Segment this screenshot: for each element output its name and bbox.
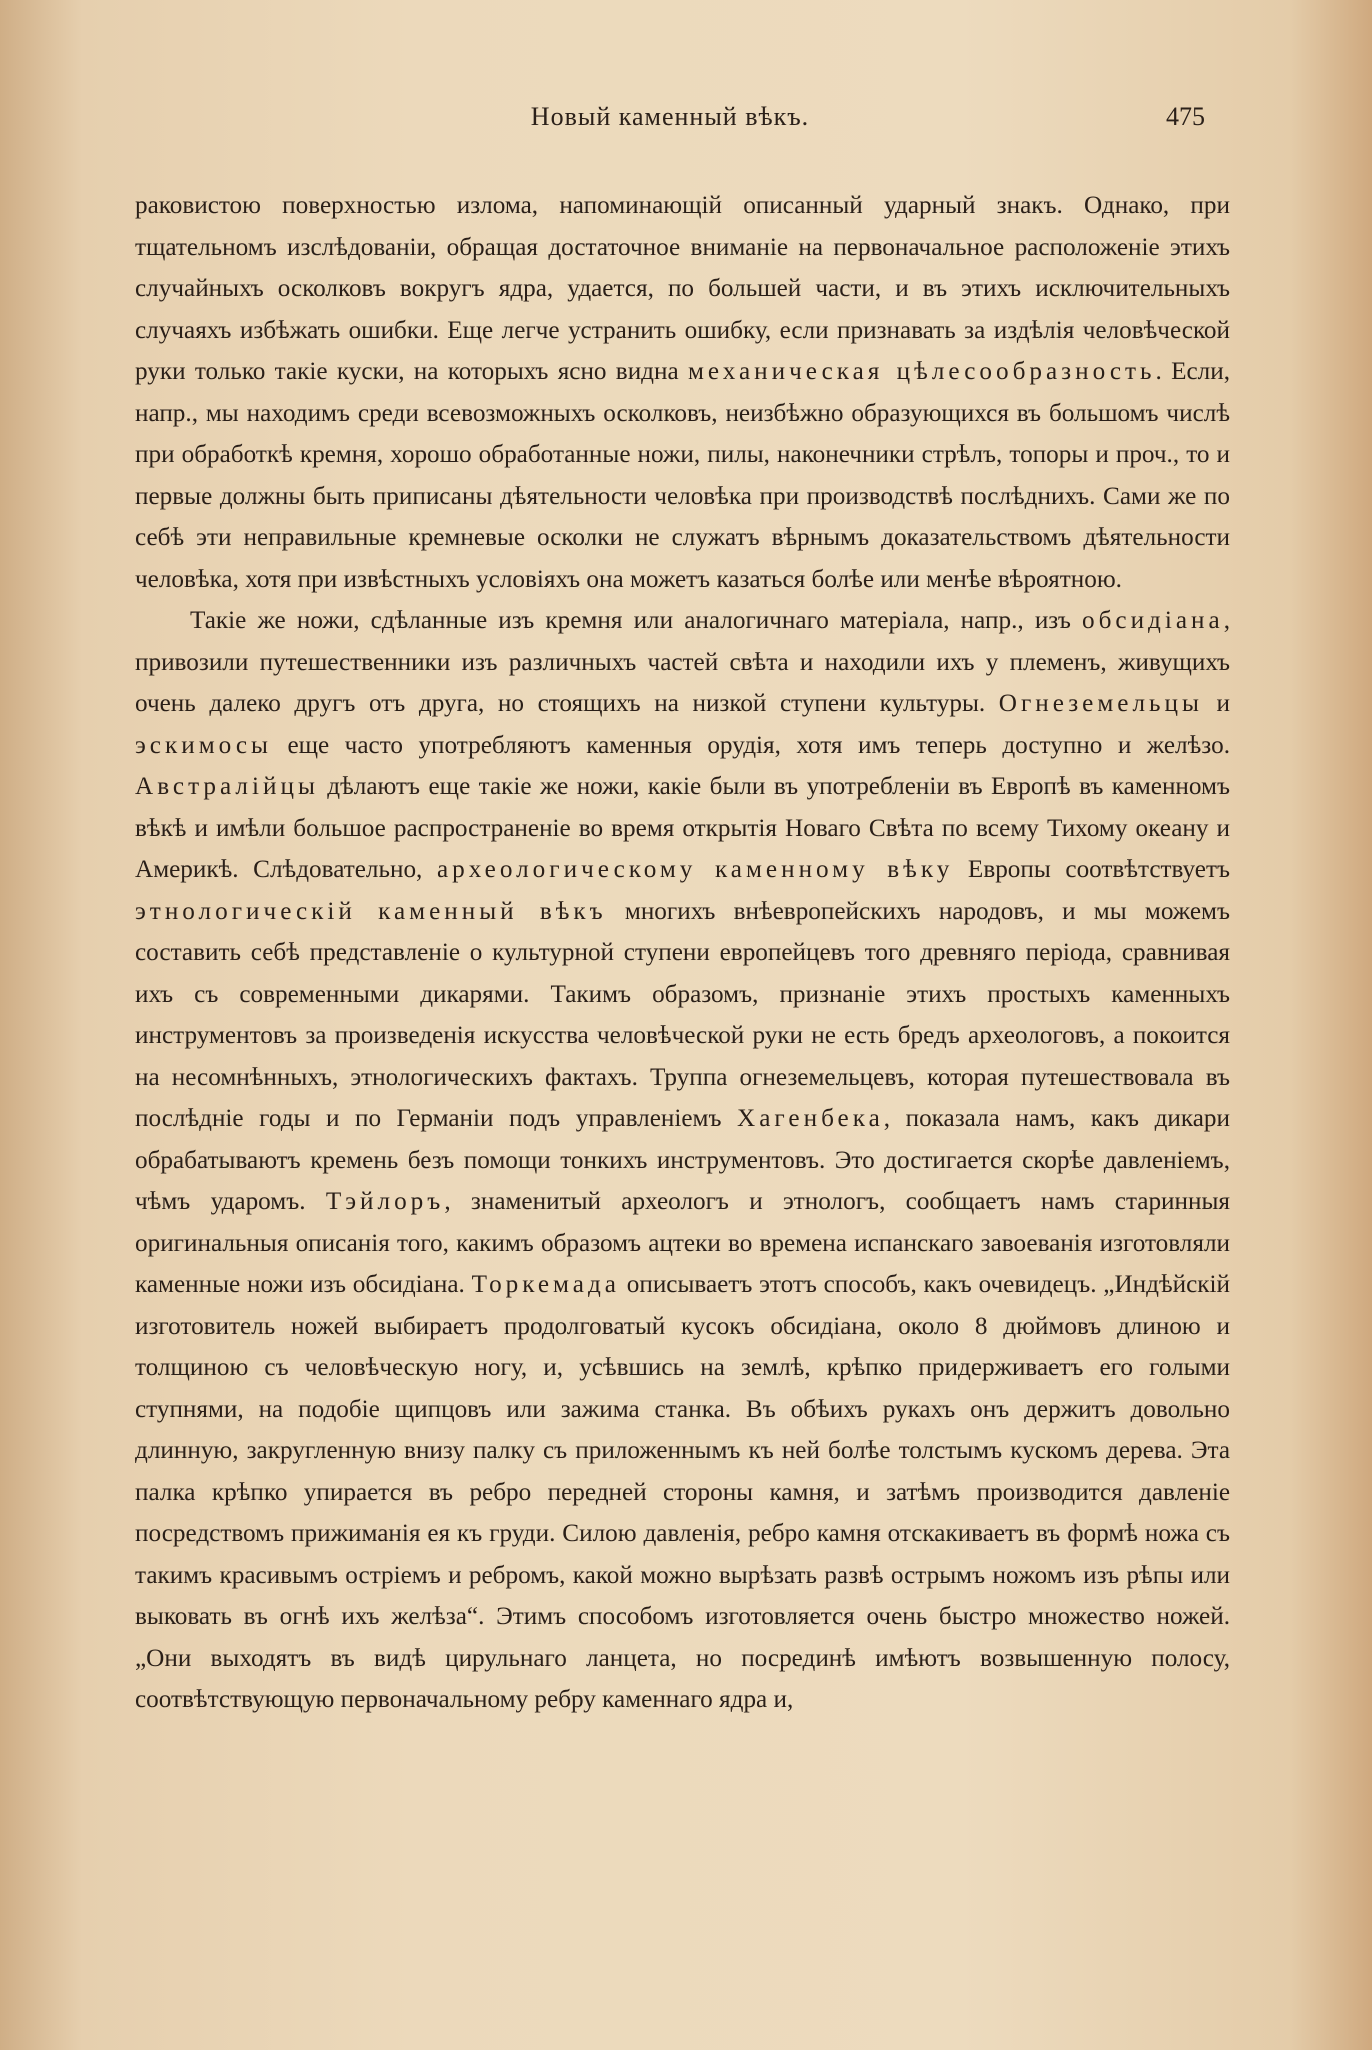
spaced-emphasis-text: Хагенбека bbox=[737, 1105, 884, 1132]
spaced-emphasis-text: Огнеземельцы bbox=[998, 690, 1203, 717]
paragraph-text-run: Такіе же ножи, сдѣланные изъ кремня или аналогичнаго матеріала, напр., изъ bbox=[190, 607, 1082, 634]
paragraph-1 bbox=[135, 185, 1230, 600]
spaced-emphasis-text: Тэйлоръ bbox=[325, 1188, 445, 1215]
spaced-emphasis-text: эскимосы bbox=[135, 731, 272, 759]
paragraph-text-run: и bbox=[1202, 690, 1231, 717]
paragraph-text-run: дѣлаютъ еще такіе же ножи, какіе были въ употребленіи въ Европѣ въ каменномъ вѣкѣ и имѣли большое распространеніе во время открытія Новаго Свѣта по всему Тихому океану и Америкѣ. Слѣдовательно, bbox=[135, 773, 1230, 883]
paragraph-text-run: Европы соотвѣтствуетъ bbox=[953, 856, 1231, 883]
spaced-emphasis-text: механическая цѣлесообразность bbox=[687, 358, 1156, 385]
spaced-emphasis-text: обсидіана bbox=[1081, 607, 1224, 634]
paragraph-text-run: многихъ внѣевропейскихъ народовъ, и мы можемъ составить себѣ представленіе о культурной ступени европейцевъ того древняго періода, сравнивая ихъ съ современными дикарями. Такимъ образомъ, признаніе этихъ простыхъ каменныхъ инструментовъ за произведенія искусства человѣческой руки не есть бредъ археологовъ, а покоится на несомнѣнныхъ, этнологическихъ фактахъ. Труппа огнеземельцевъ, которая путешествовала въ послѣдніе годы и по Германіи подъ управленіемъ bbox=[135, 897, 1230, 1132]
spaced-emphasis-text: Австралійцы bbox=[135, 773, 319, 800]
paragraph-text-run: описываетъ этотъ способъ, какъ очевидецъ. „Индѣйскій изготовитель ножей выбираетъ продолговатый кусокъ обсидіана, около 8 дюймовъ длиною и толщиною съ человѣческую ногу, и, усѣвшись на землѣ, крѣпко придерживаетъ его голыми ступнями, на подобіе щипцовъ или зажима станка. Въ обѣихъ рукахъ онъ держитъ довольно длинную, закругленную внизу палку съ приложеннымъ къ ней болѣе толстымъ кускомъ дерева. Эта палка крѣпко упирается въ ребро передней стороны камня, и затѣмъ производится давленіе посредствомъ прижиманія ея къ груди. Силою давленія, ребро камня отскакиваетъ въ формѣ ножа съ такимъ красивымъ остріемъ и ребромъ, какой можно вырѣзать развѣ острымъ ножомъ изъ рѣпы или выковать въ огнѣ ихъ желѣза“. Этимъ способомъ изготовляется очень быстро множество ножей. „Они выходятъ въ видѣ цирульнаго ланцета, но посрединѣ имѣютъ возвышенную полосу, соотвѣтствующую первоначальному ребру каменнаго ядра и, bbox=[135, 1271, 1230, 1713]
body-text bbox=[135, 185, 1230, 1721]
page-header bbox=[135, 102, 1205, 142]
spaced-emphasis-text: археологическому каменному вѣку bbox=[436, 856, 954, 883]
paragraph-2 bbox=[135, 600, 1230, 1721]
page-number: 475 bbox=[1166, 102, 1205, 131]
spaced-emphasis-text: этнологическій каменный вѣкъ bbox=[135, 897, 607, 925]
spaced-emphasis-text: Торкемада bbox=[471, 1271, 620, 1298]
paragraph-text-run: еще часто употребляютъ каменныя орудія, хотя имъ теперь доступно и желѣзо. bbox=[271, 731, 1230, 759]
paragraph-text-run: , знаменитый археологъ и этнологъ, сообщаетъ намъ старинныя оригинальныя описанія того, какимъ образомъ ацтеки во времена испанскаго завоеванія изготовляли каменные ножи изъ обсидіана. bbox=[135, 1188, 1231, 1298]
paragraph-text-run: . Если, напр., мы находимъ среди всевозможныхъ осколковъ, неизбѣжно образующихся въ большомъ числѣ при обработкѣ кремня, хорошо обработанные ножи, пилы, наконечники стрѣлъ, топоры и проч., то и первые должны быть приписаны дѣятельности человѣка при производствѣ послѣднихъ. Сами же по себѣ эти неправильные кремневые осколки не служатъ вѣрнымъ доказательствомъ дѣятельности человѣка, хотя при извѣстныхъ условіяхъ она можетъ казаться болѣе или менѣе вѣроятною. bbox=[135, 358, 1230, 593]
running-head: Новый каменный вѣкъ. bbox=[530, 102, 810, 131]
paragraph-text-run: раковистою поверхностью излома, напоминающій описанный ударный знакъ. Однако, при тщательномъ изслѣдованіи, обращая достаточное вниманіе на первоначальное расположеніе этихъ случайныхъ осколковъ вокругъ ядра, удается, по большей части, и въ этихъ исключительныхъ случаяхъ избѣжать ошибки. Еще легче устранить ошибку, если признавать за издѣлія человѣческой руки только такіе куски, на которыхъ ясно видна bbox=[135, 192, 1230, 385]
paragraph-text-run: , показала намъ, какъ дикари обрабатываютъ кремень безъ помощи тонкихъ инструментовъ. Это достигается скорѣе давленіемъ, чѣмъ ударомъ. bbox=[135, 1105, 1231, 1215]
paragraph-text-run: , привозили путешественники изъ различныхъ частей свѣта и находили ихъ у племенъ, живущихъ очень далеко другъ отъ друга, но стоящихъ на низкой ступени культуры. bbox=[135, 607, 1230, 717]
